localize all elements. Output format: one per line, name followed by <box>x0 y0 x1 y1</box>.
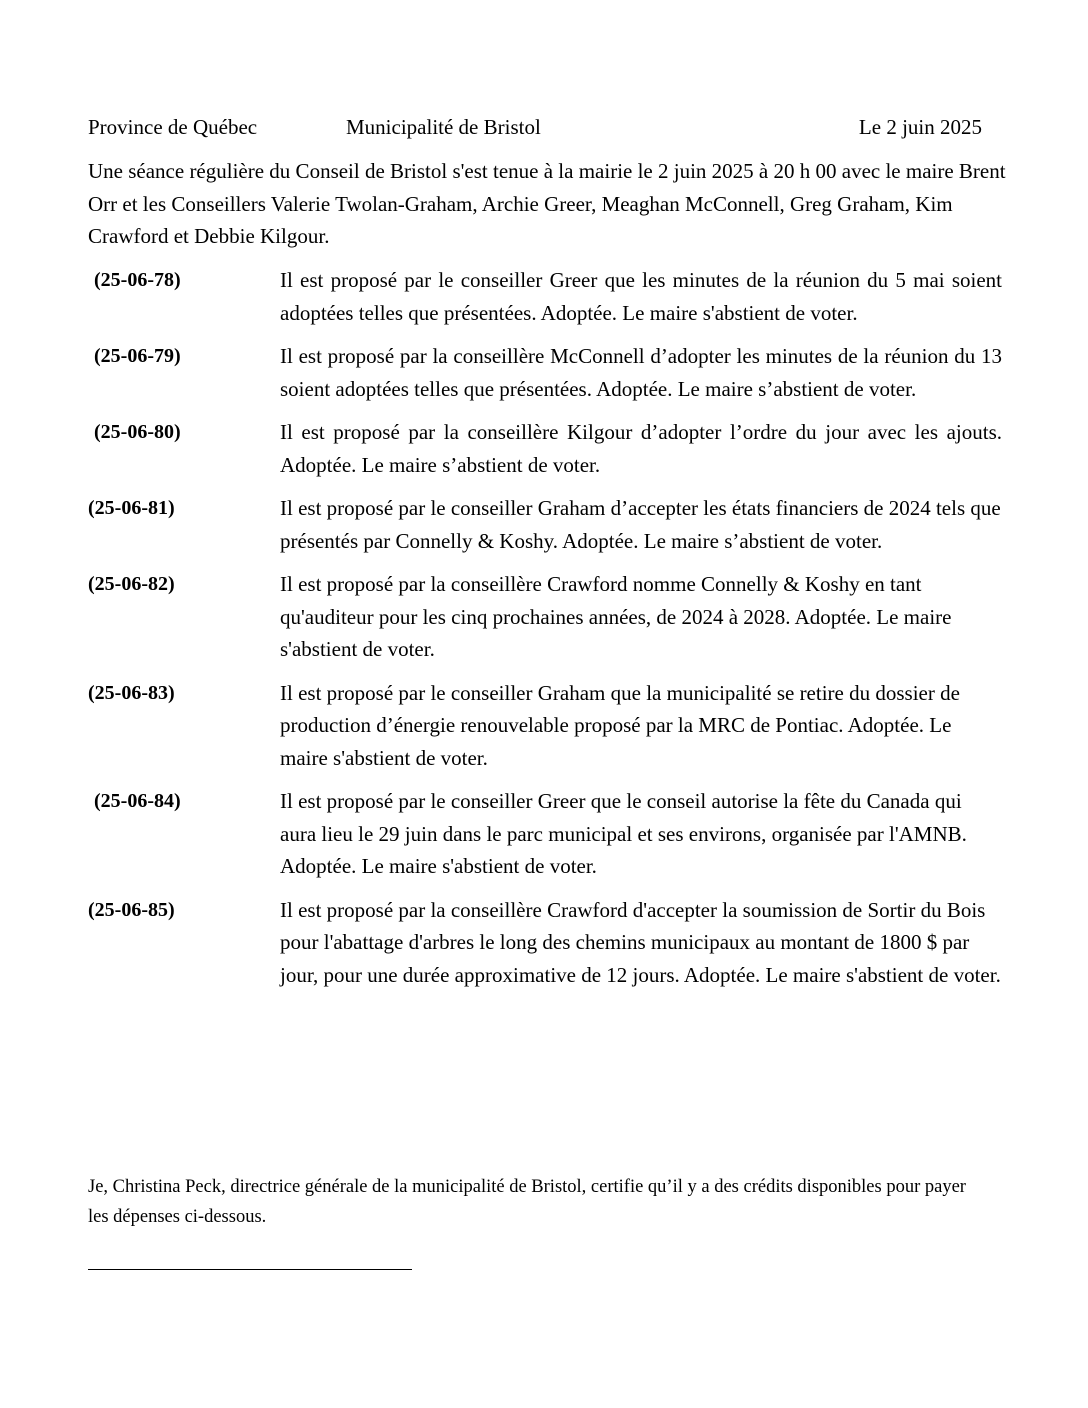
resolution-text: Il est proposé par la conseillère McConnell d’adopter les minutes de la réunion du 13 soient adoptées telles que présentées. Adoptée. Le maire s’abstient de voter. <box>280 344 1002 401</box>
resolution-number: (25-06-81) <box>88 497 175 519</box>
resolution-item <box>0 492 1088 557</box>
resolutions-list <box>0 264 1088 1002</box>
resolution-text: Il est proposé par la conseillère Crawford d'accepter la soumission de Sortir du Bois pour l'abattage d'arbres le long des chemins municipaux au montant de 1800 $ par jour, pour une durée approximative de 12 jours. Adoptée. Le maire s'abstient de voter. <box>280 897 1001 987</box>
resolution-text: Il est proposé par le conseiller Graham d’accepter les états financiers de 2024 tels que présentés par Connelly & Koshy. Adoptée. Le maire s’abstient de voter. <box>280 496 1001 553</box>
province-label: Province de Québec <box>88 115 258 139</box>
municipality-label: Municipalité de Bristol <box>346 115 541 139</box>
resolution-item <box>0 340 1088 405</box>
intro-paragraph: Une séance régulière du Conseil de Bristol s'est tenue à la mairie le 2 juin 2025 à 20 h 00 avec le maire Brent Orr et les Conseillers Valerie Twolan-Graham, Archie Greer, Meaghan McConnell, Greg Graham, Kim Crawford et Debbie Kilgour. <box>88 159 1006 248</box>
resolution-number: (25-06-83) <box>88 681 175 704</box>
resolution-number: (25-06-84) <box>94 790 181 812</box>
resolution-item <box>0 568 1088 666</box>
resolution-number: (25-06-85) <box>88 898 175 921</box>
resolution-number: (25-06-79) <box>94 345 181 367</box>
resolution-text: Il est proposé par le conseiller Greer que le conseil autorise la fête du Canada qui aura lieu le 29 juin dans le parc municipal et ses environs, organisée par l'AMNB. Adoptée. Le maire s'abstient de voter. <box>280 789 967 878</box>
resolution-text: Il est proposé par la conseillère Crawford nomme Connelly & Koshy en tant qu'auditeur pour les cinq prochaines années, de 2024 à 2028. Adoptée. Le maire s'abstient de voter. <box>280 572 952 661</box>
resolution-number: (25-06-82) <box>88 573 175 595</box>
resolution-number: (25-06-80) <box>94 421 181 443</box>
meeting-date: Le 2 juin 2025 <box>858 115 982 139</box>
resolution-item <box>0 894 1088 992</box>
resolution-item <box>0 416 1088 481</box>
document-header <box>88 112 988 142</box>
resolution-item <box>0 785 1088 883</box>
resolution-item <box>0 677 1088 775</box>
resolution-text: Il est proposé par le conseiller Graham que la municipalité se retire du dossier de production d’énergie renouvelable proposé par la MRC de Pontiac. Adoptée. Le maire s'abstient de voter. <box>280 680 960 770</box>
signature-line <box>88 1269 412 1270</box>
resolution-item <box>0 264 1088 329</box>
resolution-text: Il est proposé par la conseillère Kilgour d’adopter l’ordre du jour avec les ajouts. Adoptée. Le maire s’abstient de voter. <box>280 420 1002 477</box>
certification-paragraph: Je, Christina Peck, directrice générale de la municipalité de Bristol, certifie qu’il y a des crédits disponibles pour payer les dépenses ci-dessous. <box>88 1177 966 1227</box>
resolution-text: Il est proposé par le conseiller Greer que les minutes de la réunion du 5 mai soient adoptées telles que présentées. Adoptée. Le maire s'abstient de voter. <box>280 268 1002 325</box>
resolution-number: (25-06-78) <box>94 269 181 291</box>
